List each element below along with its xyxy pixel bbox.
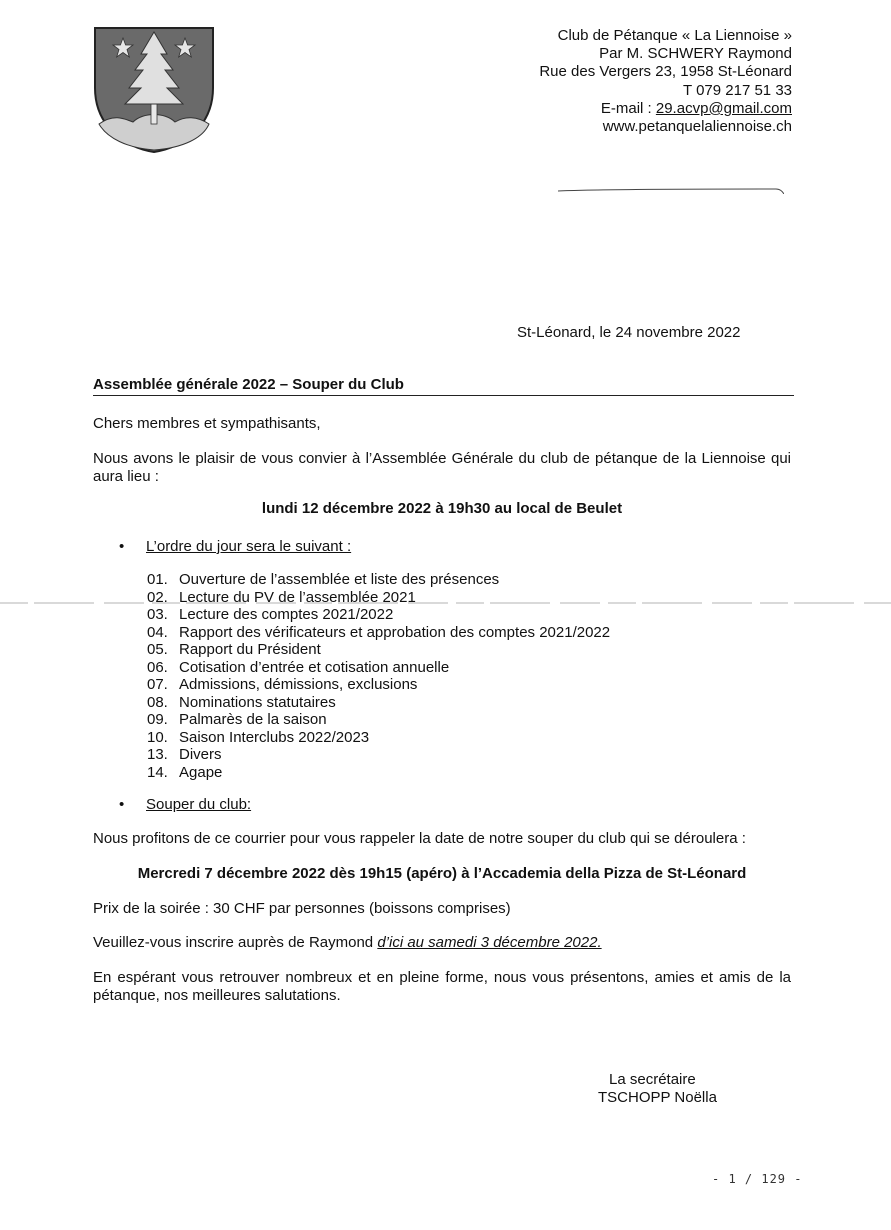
agenda-text: Lecture des comptes 2021/2022	[179, 606, 394, 623]
bullet-icon: •	[119, 796, 125, 813]
agenda-number: 05.	[147, 641, 168, 658]
email-label: E-mail :	[600, 99, 656, 117]
dinner-heading	[119, 796, 252, 813]
registration-line	[93, 934, 791, 952]
agenda-number: 08.	[147, 693, 168, 711]
agenda-item	[147, 641, 610, 659]
agenda-text: Lecture du PV de l’assemblée 2021	[179, 588, 416, 606]
agenda-text: Nominations statutaires	[179, 693, 336, 711]
signature-name: TSCHOPP Noëlla	[598, 1089, 717, 1106]
agenda-number: 13.	[147, 746, 168, 763]
email-line	[539, 100, 792, 118]
price-line: Prix de la soirée : 30 CHF par personnes (boissons comprises)	[93, 900, 511, 917]
closing-paragraph: En espérant vous retrouver nombreux et en pleine forme, nous vous présentons, amies et amis de la pétanque, nos meilleures salutations.	[93, 969, 791, 1004]
page-number: - 1 / 129 -	[712, 1172, 803, 1186]
agenda-item	[147, 659, 610, 677]
letter-date: St-Léonard, le 24 novembre 2022	[517, 324, 741, 341]
subject-rule	[93, 395, 794, 396]
contact-person: Par M. SCHWERY Raymond	[599, 45, 792, 63]
agenda-number: 01.	[147, 571, 168, 588]
agenda-item	[147, 606, 610, 624]
agenda-number: 14.	[147, 763, 168, 781]
bullet-icon: •	[119, 538, 125, 555]
agenda-title: L’ordre du jour sera le suivant :	[146, 538, 352, 555]
agenda-heading	[119, 538, 352, 555]
agenda-number: 02.	[147, 588, 168, 606]
agenda-item	[147, 711, 610, 729]
agenda-item	[147, 624, 610, 642]
agenda-number: 10.	[147, 728, 168, 746]
dinner-date: Mercredi 7 décembre 2022 dès 19h15 (apéro) à l’Accademia della Pizza de St-Léonard	[137, 865, 747, 882]
scan-artifact-line	[0, 600, 891, 606]
registration-text: Veuillez-vous inscrire auprès de Raymond	[93, 934, 378, 951]
letter-subject: Assemblée générale 2022 – Souper du Club	[93, 376, 404, 393]
header-stroke	[556, 186, 784, 194]
agenda-text: Ouverture de l’assemblée et liste des présences	[179, 571, 500, 588]
agenda-text: Palmarès de la saison	[179, 711, 327, 728]
agenda-item	[147, 694, 610, 712]
agenda-item	[147, 764, 610, 782]
greeting: Chers membres et sympathisants,	[93, 415, 321, 432]
agenda-number: 03.	[147, 606, 168, 623]
intro-paragraph: Nous avons le plaisir de vous convier à l’Assemblée Générale du club de pétanque de la Liennoise qui aura lieu :	[93, 450, 791, 485]
dinner-title: Souper du club:	[146, 796, 252, 813]
agenda-item	[147, 729, 610, 747]
agenda-item	[147, 746, 610, 764]
letterhead	[539, 27, 792, 136]
agenda-text: Divers	[179, 746, 222, 763]
club-phone: T 079 217 51 33	[683, 81, 792, 99]
club-name: Club de Pétanque « La Liennoise »	[557, 27, 792, 44]
club-address: Rue des Vergers 23, 1958 St-Léonard	[539, 63, 792, 81]
agenda-number: 06.	[147, 658, 168, 676]
signature-role: La secrétaire	[609, 1071, 696, 1088]
agenda-number: 07.	[147, 676, 168, 693]
agenda-text: Cotisation d’entrée et cotisation annuelle	[179, 658, 450, 676]
agenda-number: 04.	[147, 623, 168, 641]
registration-deadline: d’ici au samedi 3 décembre 2022.	[377, 934, 602, 951]
agenda-text: Agape	[179, 763, 223, 781]
coat-of-arms-icon	[93, 26, 215, 154]
agenda-number: 09.	[147, 711, 168, 728]
dinner-intro: Nous profitons de ce courrier pour vous rappeler la date de notre souper du club qui se déroulera :	[93, 830, 746, 847]
agenda-text: Admissions, démissions, exclusions	[179, 676, 418, 693]
agenda-item	[147, 676, 610, 694]
agenda-text: Rapport du Président	[179, 641, 321, 658]
club-website[interactable]: www.petanquelaliennoise.ch	[602, 118, 792, 136]
meeting-date: lundi 12 décembre 2022 à 19h30 au local de Beulet	[261, 500, 623, 517]
agenda-text: Rapport des vérificateurs et approbation des comptes 2021/2022	[179, 623, 611, 641]
signature-block	[598, 1071, 717, 1107]
agenda-text: Saison Interclubs 2022/2023	[179, 728, 370, 746]
agenda-item	[147, 571, 610, 589]
email-link[interactable]: 29.acvp@gmail.com	[655, 99, 792, 117]
